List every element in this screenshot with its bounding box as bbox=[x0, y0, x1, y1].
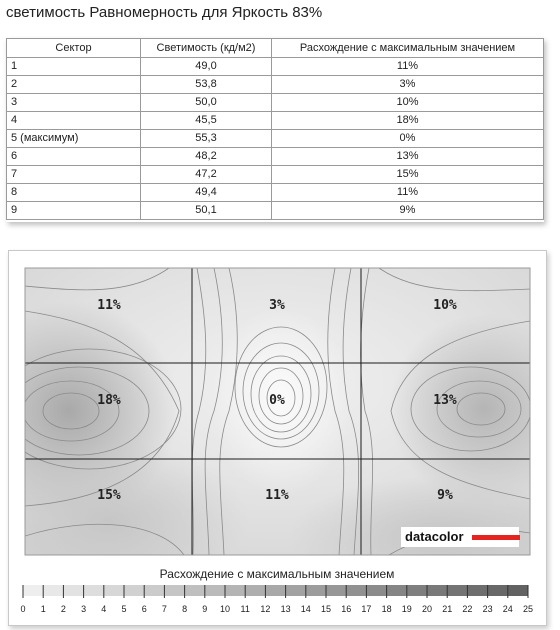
cell-deviation: 15% bbox=[272, 166, 544, 184]
cell-luminance: 53,8 bbox=[141, 76, 272, 94]
cell-sector: 6 bbox=[7, 148, 141, 166]
legend-tick-label: 18 bbox=[381, 604, 392, 614]
legend-tick-label: 19 bbox=[401, 604, 412, 614]
table-row bbox=[7, 166, 544, 184]
uniformity-map-panel bbox=[8, 250, 547, 626]
legend-scale bbox=[20, 585, 533, 614]
cell-deviation: 10% bbox=[272, 94, 544, 112]
legend-swatch bbox=[63, 585, 83, 596]
table-header-row bbox=[7, 39, 544, 58]
sector-label-7: 15% bbox=[97, 488, 121, 503]
logo-bar bbox=[472, 535, 520, 540]
legend-swatch bbox=[387, 585, 407, 596]
header-deviation: Расхождение с максимальным значением bbox=[272, 39, 544, 58]
legend-swatch bbox=[205, 585, 225, 596]
legend-tick-label: 15 bbox=[320, 604, 332, 614]
legend-swatch bbox=[144, 585, 164, 596]
cell-sector: 5 (максимум) bbox=[7, 130, 141, 148]
page-title: светимость Равномерность для Яркость 83% bbox=[6, 4, 323, 21]
logo-text: datacolor bbox=[405, 529, 464, 544]
header-sector: Сектор bbox=[7, 39, 141, 58]
table-row bbox=[7, 58, 544, 76]
cell-luminance: 47,2 bbox=[141, 166, 272, 184]
sector-label-2: 3% bbox=[269, 298, 285, 313]
legend-tick-label: 25 bbox=[522, 604, 534, 614]
legend-swatch bbox=[245, 585, 265, 596]
legend-swatch bbox=[326, 585, 346, 596]
legend-title: Расхождение с максимальным значением bbox=[159, 567, 395, 581]
table-row bbox=[7, 112, 544, 130]
legend-swatch bbox=[84, 585, 104, 596]
legend-swatch bbox=[508, 585, 528, 596]
cell-sector: 3 bbox=[7, 94, 141, 112]
cell-sector: 2 bbox=[7, 76, 141, 94]
cell-deviation: 18% bbox=[272, 112, 544, 130]
legend-tick-label: 21 bbox=[442, 604, 453, 614]
legend-swatch bbox=[427, 585, 447, 596]
cell-luminance: 50,1 bbox=[141, 202, 272, 220]
legend-tick-label: 17 bbox=[361, 604, 372, 614]
sector-label-8: 11% bbox=[265, 488, 289, 503]
legend-swatch bbox=[286, 585, 306, 596]
legend-tick-label: 13 bbox=[280, 604, 291, 614]
legend-tick-label: 0 bbox=[20, 604, 26, 614]
legend-tick-label: 3 bbox=[81, 604, 87, 614]
legend-tick-label: 8 bbox=[182, 604, 188, 614]
legend-swatch bbox=[346, 585, 366, 596]
heatmap-area bbox=[9, 268, 546, 601]
legend-tick-label: 23 bbox=[482, 604, 493, 614]
legend-swatch bbox=[467, 585, 487, 596]
cell-luminance: 49,0 bbox=[141, 58, 272, 76]
legend-swatch bbox=[366, 585, 386, 596]
cell-deviation: 11% bbox=[272, 58, 544, 76]
header-luminance: Светимость (кд/м2) bbox=[141, 39, 272, 58]
legend-tick-label: 22 bbox=[462, 604, 473, 614]
legend-tick-label: 1 bbox=[40, 604, 46, 614]
cell-sector: 8 bbox=[7, 184, 141, 202]
legend-swatch bbox=[43, 585, 63, 596]
legend-tick-label: 4 bbox=[101, 604, 107, 614]
legend-swatch bbox=[124, 585, 144, 596]
legend-swatch bbox=[164, 585, 184, 596]
legend-tick-label: 6 bbox=[141, 604, 147, 614]
sector-label-5: 0% bbox=[269, 393, 285, 408]
table-row bbox=[7, 184, 544, 202]
legend-swatch bbox=[104, 585, 124, 596]
sector-label-6: 13% bbox=[433, 393, 457, 408]
legend-swatch bbox=[265, 585, 285, 596]
cell-luminance: 49,4 bbox=[141, 184, 272, 202]
cell-sector: 7 bbox=[7, 166, 141, 184]
legend-swatch bbox=[306, 585, 326, 596]
luminance-table bbox=[6, 38, 544, 220]
table-row bbox=[7, 76, 544, 94]
legend-tick-label: 10 bbox=[219, 604, 231, 614]
cell-sector: 1 bbox=[7, 58, 141, 76]
sector-label-1: 11% bbox=[97, 298, 121, 313]
cell-deviation: 0% bbox=[272, 130, 544, 148]
legend-swatch bbox=[185, 585, 205, 596]
legend-tick-label: 20 bbox=[421, 604, 433, 614]
cell-sector: 4 bbox=[7, 112, 141, 130]
uniformity-map-svg bbox=[9, 251, 546, 625]
legend-swatch bbox=[447, 585, 467, 596]
cell-luminance: 50,0 bbox=[141, 94, 272, 112]
cell-luminance: 55,3 bbox=[141, 130, 272, 148]
table-row bbox=[7, 130, 544, 148]
cell-sector: 9 bbox=[7, 202, 141, 220]
cell-deviation: 9% bbox=[272, 202, 544, 220]
cell-luminance: 48,2 bbox=[141, 148, 272, 166]
legend-tick-label: 14 bbox=[300, 604, 311, 614]
legend-tick-label: 12 bbox=[260, 604, 271, 614]
legend-tick-label: 2 bbox=[60, 604, 66, 614]
cell-deviation: 3% bbox=[272, 76, 544, 94]
sector-label-3: 10% bbox=[433, 298, 457, 313]
cell-luminance: 45,5 bbox=[141, 112, 272, 130]
legend-tick-label: 16 bbox=[341, 604, 352, 614]
legend-swatch bbox=[225, 585, 245, 596]
datacolor-logo bbox=[401, 527, 520, 547]
luminance-table-container bbox=[6, 38, 544, 222]
legend-tick-label: 24 bbox=[502, 604, 513, 614]
legend-tick-label: 7 bbox=[161, 604, 167, 614]
cell-deviation: 11% bbox=[272, 184, 544, 202]
legend-swatch bbox=[23, 585, 43, 596]
legend-swatch bbox=[407, 585, 427, 596]
table-row bbox=[7, 202, 544, 220]
table-row bbox=[7, 94, 544, 112]
table-row bbox=[7, 148, 544, 166]
legend-tick-label: 9 bbox=[202, 604, 208, 614]
cell-deviation: 13% bbox=[272, 148, 544, 166]
legend-tick-label: 11 bbox=[240, 604, 250, 614]
legend-swatch bbox=[488, 585, 508, 596]
sector-label-4: 18% bbox=[97, 393, 121, 408]
sector-label-9: 9% bbox=[437, 488, 453, 503]
legend-tick-label: 5 bbox=[121, 604, 127, 614]
